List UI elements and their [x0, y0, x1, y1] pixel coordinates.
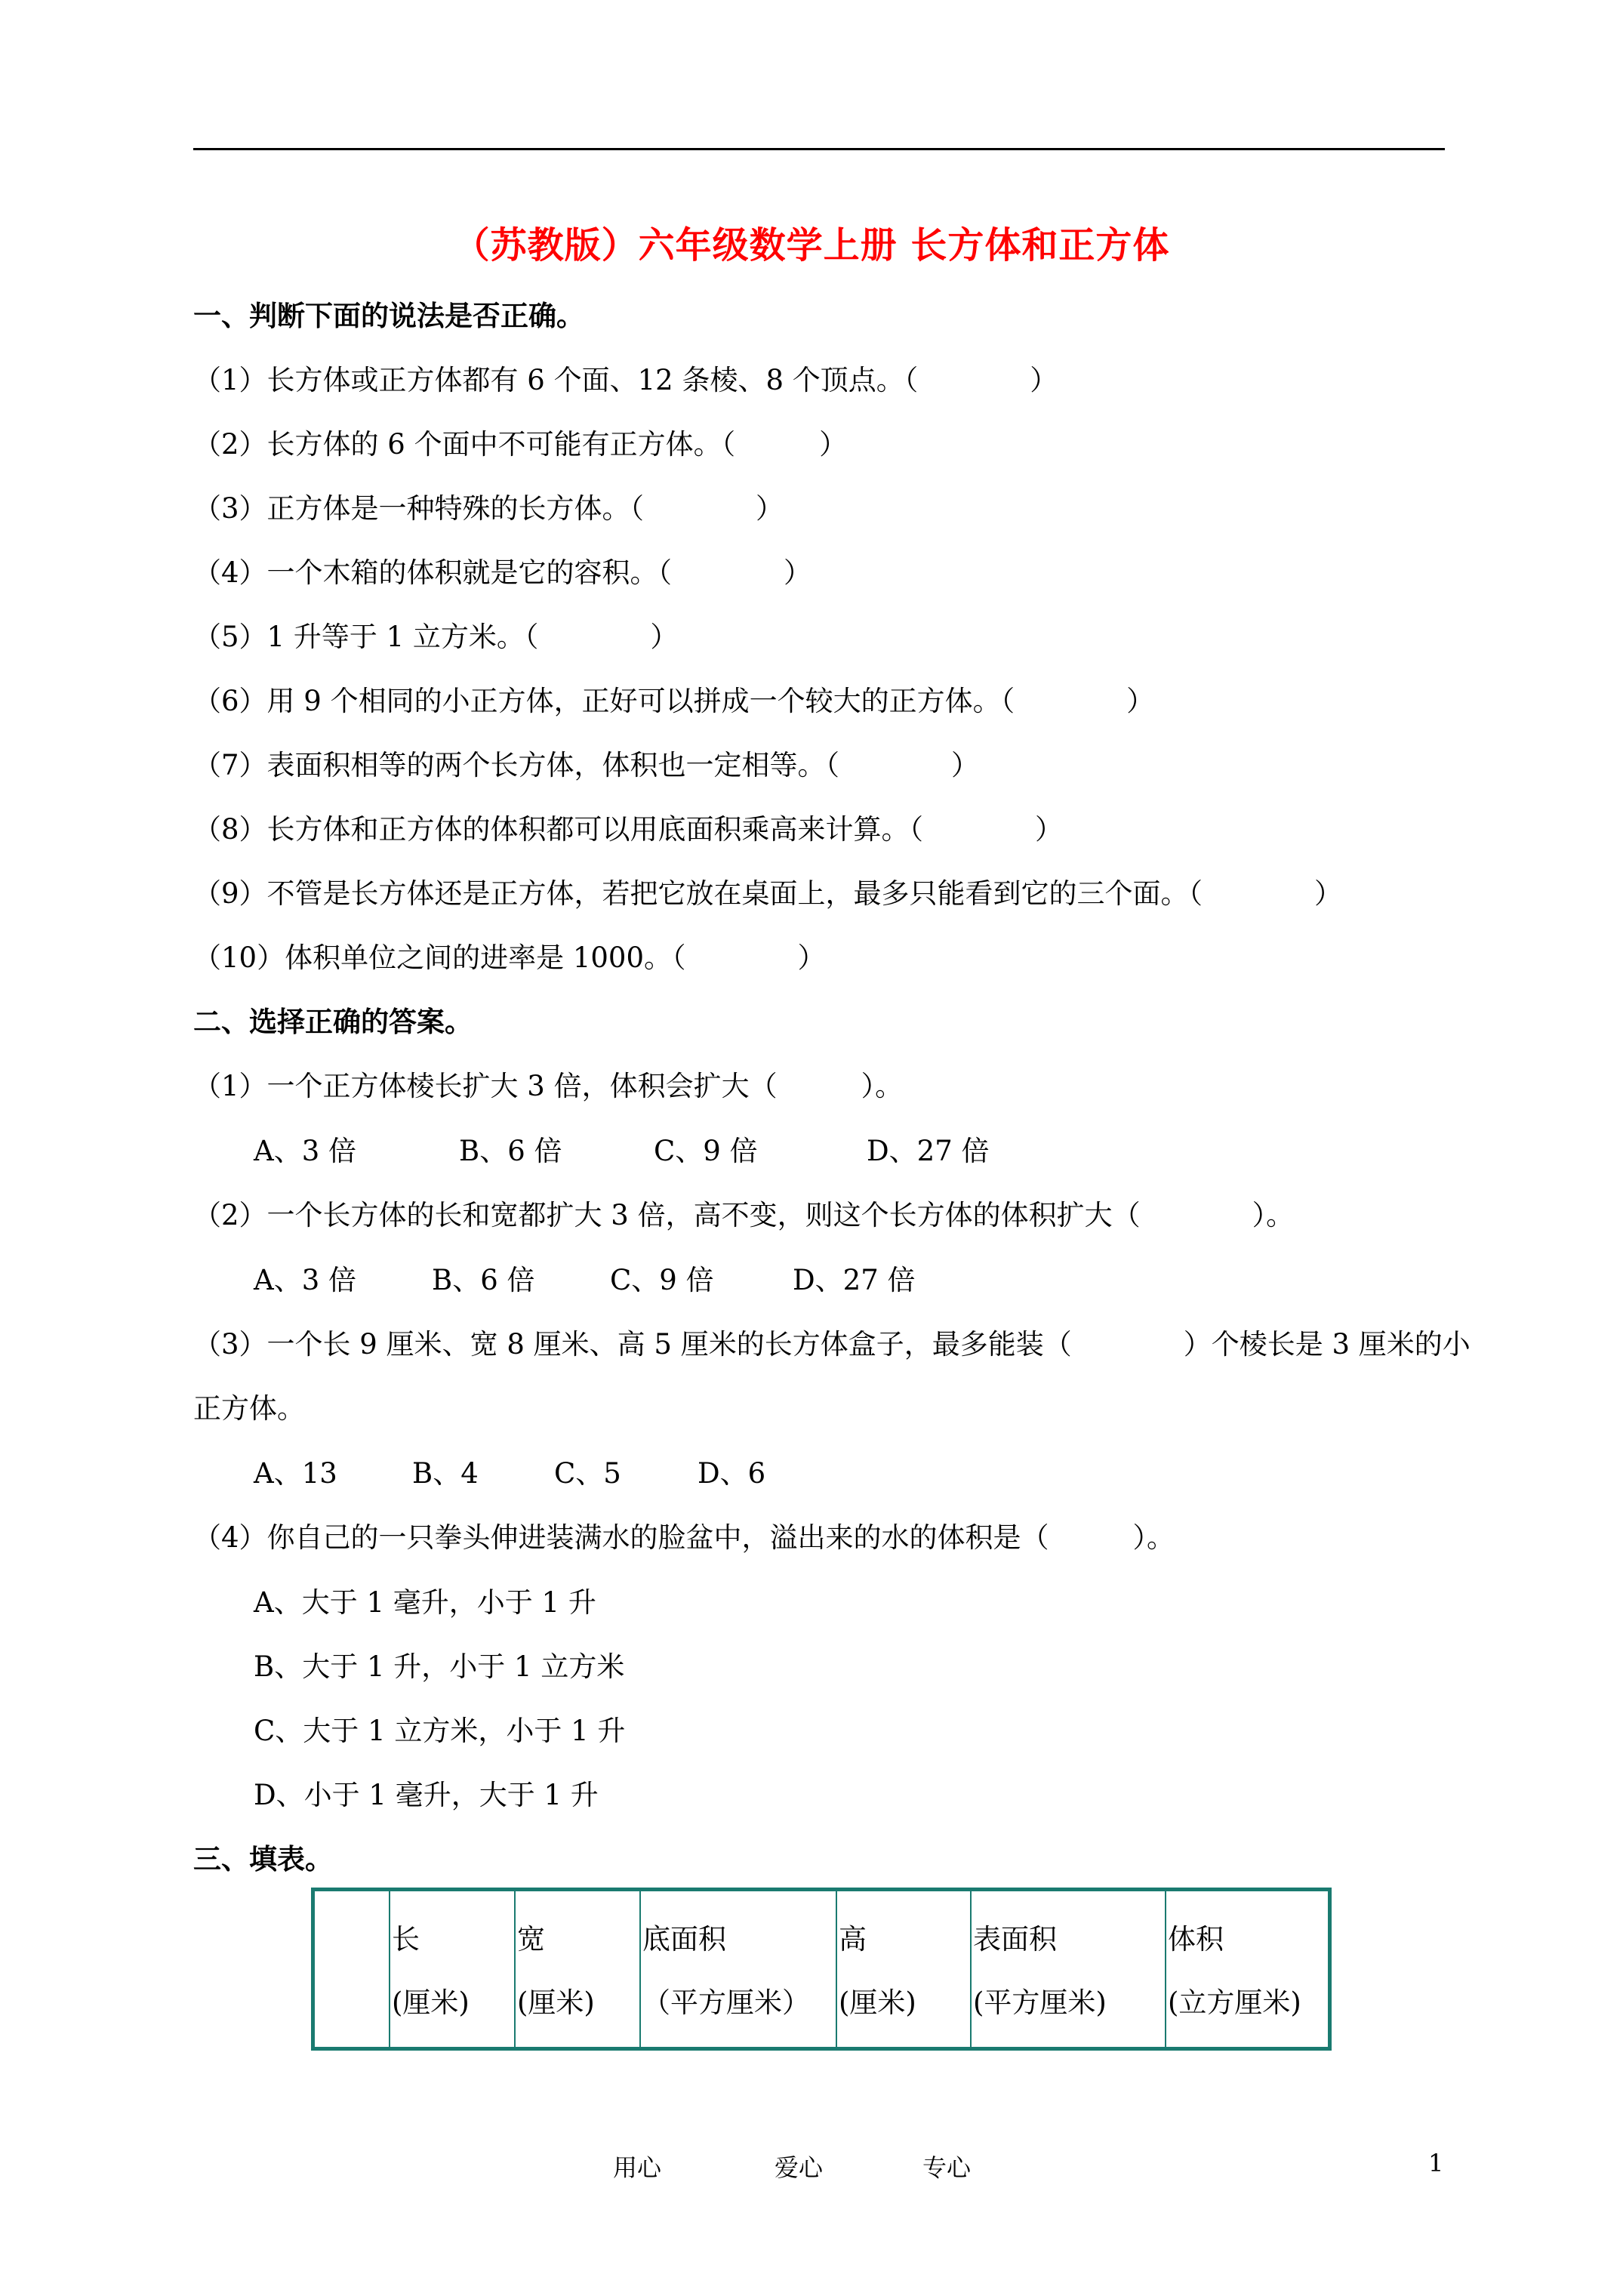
table-cell-blank — [315, 1891, 390, 2047]
judge-item-7: （7）表面积相等的两个长方体，体积也一定相等。（ ） — [193, 749, 980, 781]
q1-option-c: C、9 倍 — [654, 1135, 758, 1167]
judge-item-2: （2）长方体的 6 个面中不可能有正方体。（ ） — [193, 428, 848, 461]
col-unit: (厘米) — [517, 1986, 595, 2019]
section1-heading: 一、判断下面的说法是否正确。 — [193, 299, 584, 332]
col-name: 长 — [392, 1923, 420, 1955]
col-name: 体积 — [1168, 1923, 1224, 1955]
col-unit: (立方厘米) — [1168, 1986, 1301, 2019]
judge-item-4: （4）一个木箱的体积就是它的容积。（ ） — [193, 556, 812, 589]
q3-option-b: B、4 — [412, 1457, 479, 1490]
q3-option-c: C、5 — [554, 1457, 621, 1490]
table-col-width — [515, 1891, 640, 2047]
q1-option-d: D、27 倍 — [867, 1135, 990, 1167]
section2-heading: 二、选择正确的答案。 — [193, 1005, 473, 1038]
judge-item-9: （9）不管是长方体还是正方体，若把它放在桌面上，最多只能看到它的三个面。（ ） — [193, 877, 1343, 910]
table-col-length — [390, 1891, 515, 2047]
page-title: （苏教版）六年级数学上册 长方体和正方体 — [453, 224, 1170, 267]
q4-option-b: B、大于 1 升，小于 1 立方米 — [254, 1650, 625, 1683]
table-col-surface-area — [971, 1891, 1166, 2047]
col-name: 表面积 — [973, 1923, 1057, 1955]
q1-option-a: A、3 倍 — [254, 1135, 357, 1167]
table-col-volume — [1166, 1891, 1328, 2047]
col-unit: (厘米) — [839, 1986, 916, 2019]
col-name: 宽 — [517, 1923, 545, 1955]
judge-item-3: （3）正方体是一种特殊的长方体。（ ） — [193, 492, 784, 525]
q1-option-b: B、6 倍 — [459, 1135, 562, 1167]
table-header-row — [315, 1891, 1328, 2047]
q4-option-a: A、大于 1 毫升，小于 1 升 — [254, 1586, 596, 1619]
judge-item-10: （10）体积单位之间的进率是 1000。（ ） — [193, 942, 826, 974]
table-col-height — [836, 1891, 971, 2047]
page-number: 1 — [1428, 2149, 1444, 2177]
choice-question-3-line2: 正方体。 — [193, 1392, 305, 1425]
table-col-base-area — [640, 1891, 836, 2047]
judge-item-8: （8）长方体和正方体的体积都可以用底面积乘高来计算。（ ） — [193, 813, 1064, 846]
footer-left-text: 用心 — [613, 2153, 662, 2182]
fill-table — [311, 1888, 1332, 2051]
q2-option-d: D、27 倍 — [793, 1264, 916, 1296]
judge-item-1: （1）长方体或正方体都有 6 个面、12 条棱、8 个顶点。（ ） — [193, 364, 1058, 396]
q4-option-c: C、大于 1 立方米，小于 1 升 — [254, 1715, 626, 1747]
col-unit: (厘米) — [392, 1986, 470, 2019]
footer-right-text: 专心 — [922, 2153, 972, 2182]
col-name: 底面积 — [642, 1923, 726, 1955]
choice-question-3-line1: （3）一个长 9 厘米、宽 8 厘米、高 5 厘米的长方体盒子，最多能装（ ）个棱长是 3 厘米的小 — [193, 1328, 1471, 1361]
header-rule — [193, 148, 1445, 150]
q3-option-a: A、13 — [254, 1457, 337, 1490]
choice-question-1: （1）一个正方体棱长扩大 3 倍，体积会扩大（ ）。 — [193, 1070, 904, 1102]
col-unit: （平方厘米） — [642, 1986, 810, 2019]
q4-option-d: D、小于 1 毫升，大于 1 升 — [254, 1779, 599, 1811]
q2-option-c: C、9 倍 — [610, 1264, 714, 1296]
footer-middle-text: 爱心 — [775, 2153, 824, 2182]
section3-heading: 三、填表。 — [193, 1842, 333, 1875]
choice-question-2: （2）一个长方体的长和宽都扩大 3 倍，高不变，则这个长方体的体积扩大（ ）。 — [193, 1199, 1295, 1231]
q2-option-a: A、3 倍 — [254, 1264, 357, 1296]
q2-option-b: B、6 倍 — [432, 1264, 535, 1296]
col-name: 高 — [839, 1923, 867, 1955]
col-unit: (平方厘米) — [973, 1986, 1107, 2019]
judge-item-6: （6）用 9 个相同的小正方体，正好可以拼成一个较大的正方体。（ ） — [193, 685, 1155, 717]
judge-item-5: （5）1 升等于 1 立方米。（ ） — [193, 621, 679, 653]
q3-option-d: D、6 — [698, 1457, 766, 1490]
choice-question-4: （4）你自己的一只拳头伸进装满水的脸盆中，溢出来的水的体积是（ ）。 — [193, 1521, 1175, 1554]
